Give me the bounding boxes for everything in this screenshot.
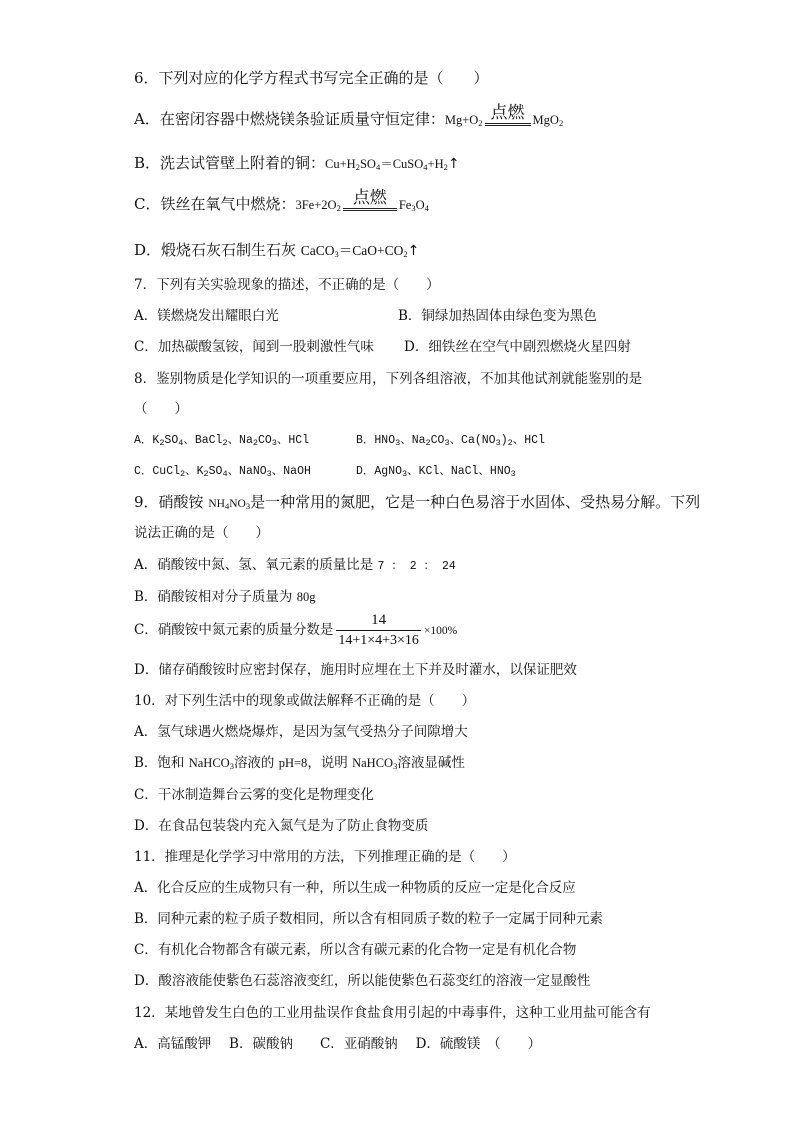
q6-stem: 6．下列对应的化学方程式书写完全正确的是（ ）	[134, 69, 489, 87]
q9-option-d: D．储存硝酸铵时应密封保存，施用时应埋在土下并及时灌水，以保证肥效	[134, 662, 577, 678]
ignite-condition: 点燃	[341, 188, 399, 217]
q8-paren: （ ）	[134, 401, 188, 417]
q11-option-d: D．酸溶液能使紫色石蕊溶液变红，所以能使紫色石蕊变红的溶液一定显酸性	[134, 973, 591, 989]
q11-stem: 11．推理是化学学习中常用的方法，下列推理正确的是（ ）	[134, 849, 516, 865]
q6-option-a: A．在密闭容器中燃烧镁条验证质量守恒定律：$Mg+O_2$ 点燃 MgO$_2$	[134, 103, 563, 132]
q7-option-a: A．镁燃烧发出耀眼白光	[134, 308, 279, 324]
q9-option-a: A．硝酸铵中氮、氢、氧元素的质量比是 7 ： 2 ： 24	[134, 557, 456, 573]
gas-arrow-icon: ↑	[447, 156, 460, 172]
q6-option-c: C．铁丝在氧气中燃烧：$3Fe+2O_2$ 点燃 $Fe_3O_4$	[134, 188, 429, 217]
q8-option-c: C．CuCl$_2$、$K_2SO_4$、NaNO$_3$、NaOH	[134, 465, 311, 479]
q9-option-b: B．硝酸铵相对分子质量为 80g	[134, 589, 316, 605]
q7-stem: 7．下列有关实验现象的描述，不正确的是（ ）	[134, 277, 440, 293]
q7-option-c: C．加热碳酸氢铵，闻到一股刺激性气味	[134, 339, 374, 355]
q10-stem: 10．对下列生活中的现象或做法解释不正确的是（ ）	[134, 693, 476, 709]
q8-option-b: B．$HNO_3$、$Na_2CO_3$、$Ca(NO_3)_2$、HCl	[356, 434, 545, 448]
q11-option-c: C．有机化合物都含有碳元素，所以含有碳元素的化合物一定是有机化合物	[134, 942, 577, 958]
q9-stem-line2: 说法正确的是（ ）	[134, 525, 269, 541]
q12-stem: 12．某地曾发生白色的工业用盐误作食盐食用引起的中毒事件，这种工业用盐可能含有	[134, 1005, 651, 1021]
q12-options: A．高锰酸钾 B．碳酸钠 C．亚硝酸钠 D．硫酸镁 （ ）	[134, 1036, 542, 1052]
ignite-condition: 点燃	[483, 103, 533, 132]
q8-stem: 8．鉴别物质是化学知识的一项重要应用，下列各组溶液，不加其他试剂就能鉴别的是	[134, 371, 643, 387]
q10-option-c: C．干冰制造舞台云雾的变化是物理变化	[134, 787, 374, 803]
gas-arrow-icon: ↑	[407, 243, 420, 259]
q6-option-d: D．煅烧石灰石制生石灰 $CaCO_3=CaO+CO_2↑$	[134, 241, 420, 259]
q10-option-b: B．饱和 NaHCO$_3$溶液的 pH=8，说明 NaHCO$_3$溶液显碱性	[134, 755, 465, 771]
q8-option-d: D．AgNO$_3$、KCl、NaCl、$HNO_3$	[356, 465, 516, 479]
q8-option-a: A．$K_2SO_4$、BaCl$_2$、$Na_2CO_3$、HCl	[134, 434, 310, 448]
q7-option-d: D．细铁丝在空气中剧烈燃烧火星四射	[404, 339, 631, 355]
q10-option-d: D．在食品包装袋内充入氮气是为了防止食物变质	[134, 818, 429, 834]
q11-option-b: B．同种元素的粒子质子数相同，所以含有相同质子数的粒子一定属于同种元素	[134, 911, 603, 927]
mass-fraction: $\frac{14}{14+1\times 4+3\times 16}$	[338, 612, 419, 648]
q7-option-b: B．铜绿加热固体由绿色变为黑色	[398, 308, 597, 324]
q11-option-a: A．化合反应的生成物只有一种，所以生成一种物质的反应一定是化合反应	[134, 880, 576, 896]
q10-option-a: A．氢气球遇火燃烧爆炸，是因为氢气受热分子间隙增大	[134, 724, 468, 740]
q6-option-b: B．洗去试管壁上附着的铜：$Cu+H_2SO_4=CuSO_4+H_2↑$	[134, 154, 460, 172]
q9-stem: 9．硝酸铵 $NH_4NO_3$是一种常用的氮肥，它是一种白色易溶于水固体、受热易分解。下列	[134, 493, 701, 511]
q9-option-c: C．硝酸铵中氮元素的质量分数是 $\frac{14}{14+1\times 4+3\times 16}$ ×100%	[134, 612, 458, 648]
